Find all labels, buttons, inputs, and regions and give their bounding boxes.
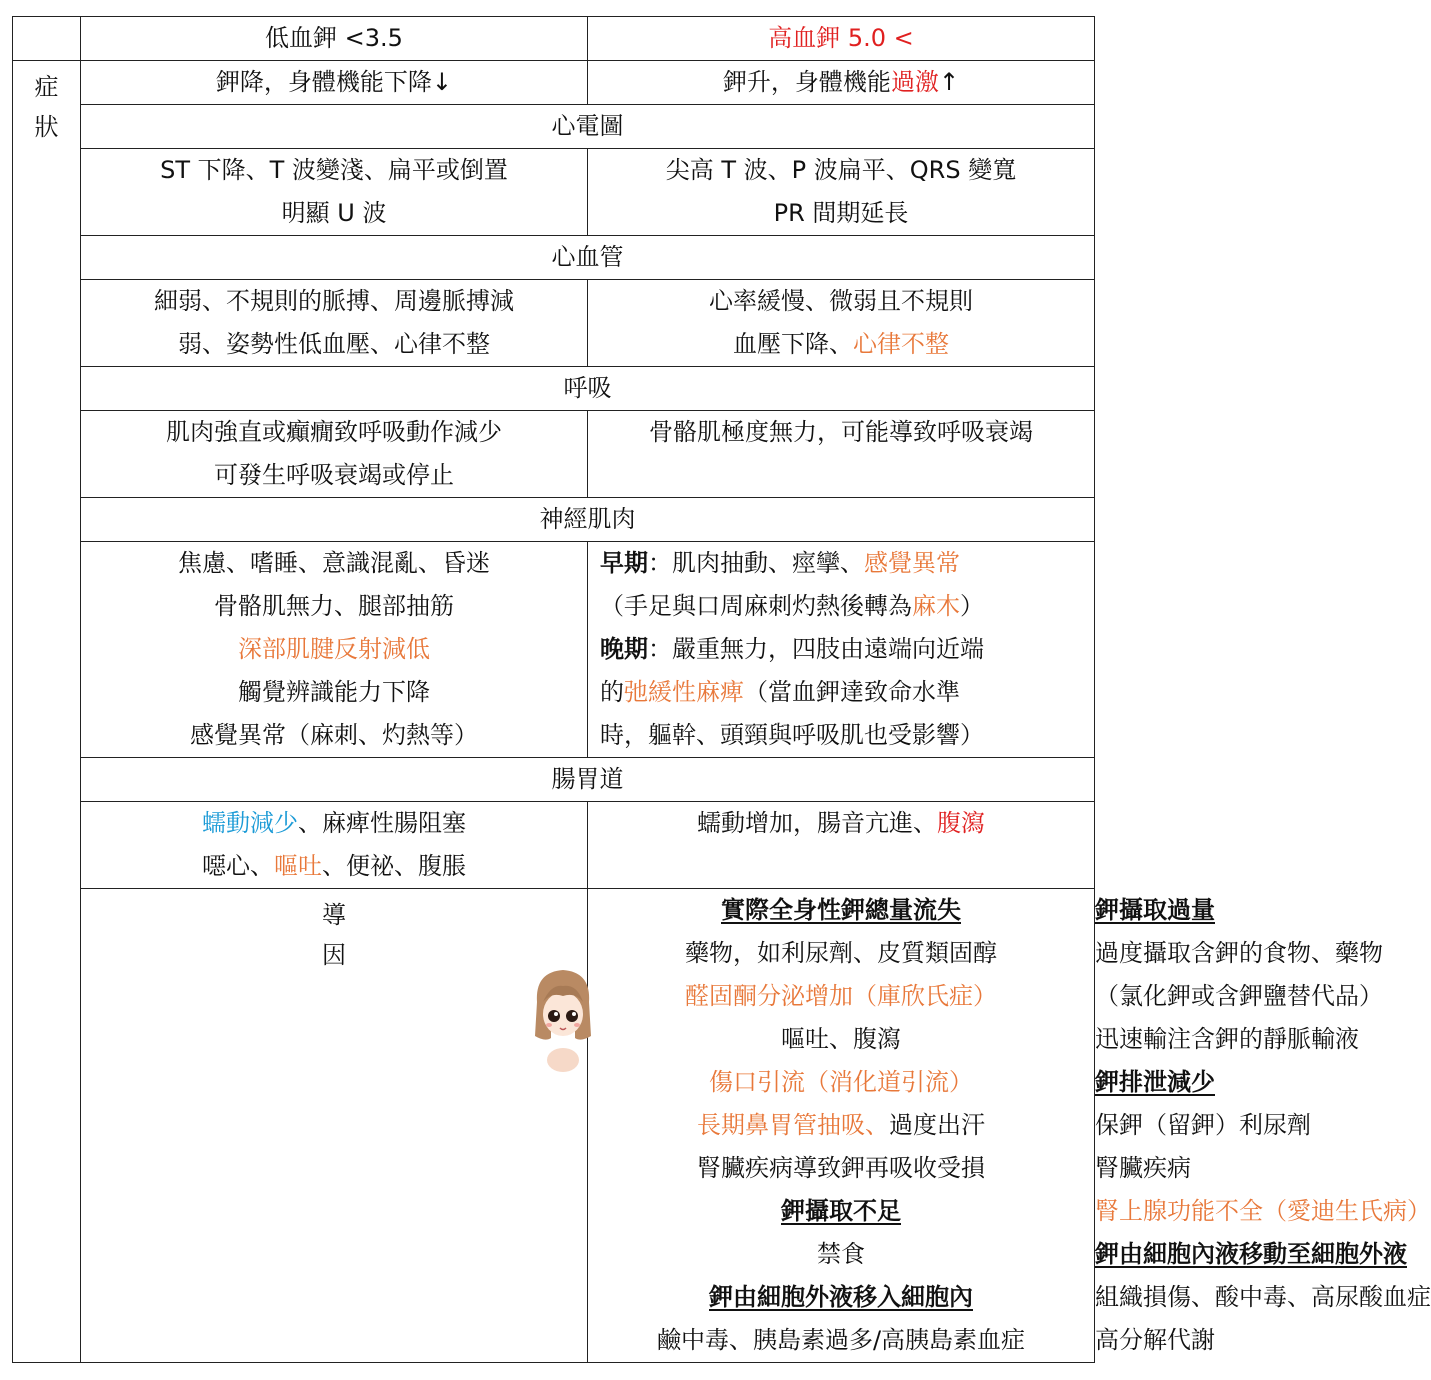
- header-high: 高血鉀 5.0 <: [588, 17, 1095, 61]
- section-title-gi: 腸胃道: [81, 758, 1095, 802]
- section-title-neuro: 神經肌肉: [81, 498, 1095, 542]
- summary-high: 鉀升，身體機能過激↑: [588, 61, 1095, 105]
- potassium-comparison-table: 低血鉀 <3.5 高血鉀 5.0 < 症 狀 鉀降，身體機能下降↓ 鉀升，身體機能過激↑ 心電圖 ST 下降、T 波變淺、扁平或倒置 明顯 U 波 尖高 T 波、P 波扁平、QRS 變寬 PR 間期延長 心血管 細弱、不規則的脈搏、周邊脈搏減 弱、姿勢性低血壓、心律不整 心率緩慢、微弱且不規則 血壓下降、心律不整 呼吸 肌肉強直或癲癇致呼吸動作減少 可發生呼吸衰竭或停止 骨骼肌極度無力，可能導致呼吸衰竭 神經肌肉 焦慮、嗜睡、意識混亂、昏迷 骨骼肌無力、腿部抽筋 深部肌腱反射減低 觸覺辨識能力下降 感覺異常（麻刺、灼熱等） 早期：肌肉抽動、痙攣、感覺異常 （手足與口周麻刺灼熱後轉為麻木） 晚期：嚴重無力，四肢由遠端向近端 的弛緩性麻痺（當血鉀達致命水準 時，軀幹、頭頸與呼吸肌也受影響） 腸胃道 蠕動減少、麻痺性腸阻塞 噁心、嘔吐、便祕、腹脹 蠕動增加，腸音亢進、腹瀉 導 因 實際全身性鉀總量流失 藥物，如利尿劑、皮質類固醇 醛固酮分泌增加（庫欣氏症） 嘔吐、腹瀉 傷口引流（消化道引流） 長期鼻胃管抽吸、過度出汗 腎臟疾病導致鉀再吸收受損 鉀攝取不足 禁食 鉀由細胞外液移入細胞內 鹼中毒、胰島素過多/高胰島素血症 鉀攝取過量 過度攝取含鉀的食物、藥物 （氯化鉀或含鉀鹽替代品） 迅速輸注含鉀的靜脈輸液 鉀排泄減少 保鉀（留鉀）利尿劑 腎臟疾病 腎上腺功能不全（愛迪生氏病） 鉀由細胞內液移動至細胞外液 組織損傷、酸中毒、高尿酸血症 高分解代謝: [12, 16, 1095, 1363]
- section-title-resp: 呼吸: [81, 367, 1095, 411]
- gi-high: 蠕動增加，腸音亢進、腹瀉: [588, 802, 1095, 889]
- header-low: 低血鉀 <3.5: [81, 17, 588, 61]
- gi-low: 蠕動減少、麻痺性腸阻塞 噁心、嘔吐、便祕、腹脹: [81, 802, 588, 889]
- resp-high: 骨骼肌極度無力，可能導致呼吸衰竭: [588, 411, 1095, 498]
- cardio-low: 細弱、不規則的脈搏、周邊脈搏減 弱、姿勢性低血壓、心律不整: [81, 280, 588, 367]
- mascot-girl-icon: [531, 962, 595, 1072]
- side-label-causes: 導 因: [81, 889, 588, 1363]
- neuro-low: 焦慮、嗜睡、意識混亂、昏迷 骨骼肌無力、腿部抽筋 深部肌腱反射減低 觸覺辨識能力下降 感覺異常（麻刺、灼熱等）: [81, 542, 588, 758]
- ecg-low: ST 下降、T 波變淺、扁平或倒置 明顯 U 波: [81, 149, 588, 236]
- resp-low: 肌肉強直或癲癇致呼吸動作減少 可發生呼吸衰竭或停止: [81, 411, 588, 498]
- neuro-high: 早期：肌肉抽動、痙攣、感覺異常 （手足與口周麻刺灼熱後轉為麻木） 晚期：嚴重無力，四肢由遠端向近端 的弛緩性麻痺（當血鉀達致命水準 時，軀幹、頭頸與呼吸肌也受影響）: [588, 542, 1095, 758]
- causes-low: 實際全身性鉀總量流失 藥物，如利尿劑、皮質類固醇 醛固酮分泌增加（庫欣氏症） 嘔吐、腹瀉 傷口引流（消化道引流） 長期鼻胃管抽吸、過度出汗 腎臟疾病導致鉀再吸收受損 鉀攝取不足 禁食 鉀由細胞外液移入細胞內 鹼中毒、胰島素過多/高胰島素血症: [588, 889, 1095, 1363]
- side-label-symptoms: 症 狀: [13, 61, 81, 1363]
- ecg-high: 尖高 T 波、P 波扁平、QRS 變寬 PR 間期延長: [588, 149, 1095, 236]
- summary-row: [13, 61, 1095, 105]
- summary-low: 鉀降，身體機能下降↓: [81, 61, 588, 105]
- section-title-cardio: 心血管: [81, 236, 1095, 280]
- section-title-ecg: 心電圖: [81, 105, 1095, 149]
- cardio-high: 心率緩慢、微弱且不規則 血壓下降、心律不整: [588, 280, 1095, 367]
- corner-cell: [13, 17, 81, 61]
- header-row: [13, 17, 1095, 61]
